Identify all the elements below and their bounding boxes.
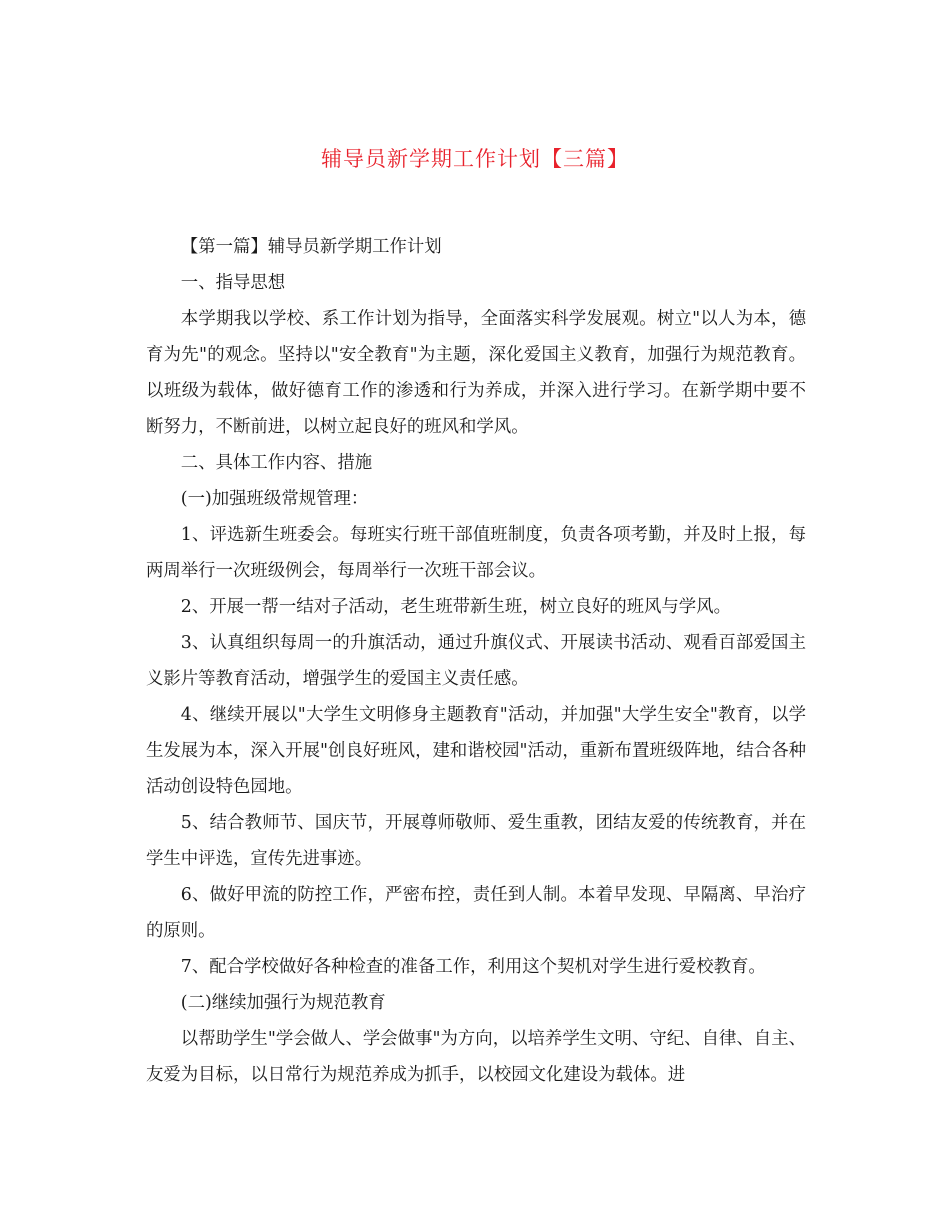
list-item: 1、评选新生班委会。每班实行班干部值班制度，负责各项考勤，并及时上报，每两周举行一次班级例会，每周举行一次班干部会议。 (146, 525, 806, 581)
list-item: 4、继续开展以"大学生文明修身主题教育"活动，并加强"大学生安全"教育，以学生发展为本，深入开展"创良好班风，建和谐校园"活动，重新布置班级阵地，结合各种活动创设特色园地。 (146, 705, 806, 797)
list-item: 5、结合教师节、国庆节，开展尊师敬师、爱生重教，团结友爱的传统教育，并在学生中评选，宣传先进事迹。 (146, 813, 806, 869)
list-item: 7、配合学校做好各种检查的准备工作，利用这个契机对学生进行爱校教育。 (180, 957, 766, 977)
list-item: 2、开展一帮一结对子活动，老生班带新生班，树立良好的班风与学风。 (180, 597, 731, 617)
sub-heading: (一)加强班级常规管理： (180, 489, 369, 509)
sub-heading: (二)继续加强行为规范教育 (180, 993, 386, 1013)
section-heading: 【第一篇】辅导员新学期工作计划 (180, 237, 442, 257)
paragraph: 本学期我以学校、系工作计划为指导，全面落实科学发展观。树立"以人为本，德育为先"的观念。坚持以"安全教育"为主题，深化爱国主义教育，加强行为规范教育。以班级为载体，做好德育工作的渗透和行为养成，并深入进行学习。在新学期中要不断努力，不断前进，以树立起良好的班风和学风。 (146, 309, 806, 437)
sub-heading: 一、指导思想 (180, 273, 286, 293)
sub-heading: 二、具体工作内容、措施 (180, 453, 373, 473)
paragraph: 以帮助学生"学会做人、学会做事"为方向，以培养学生文明、守纪、自律、自主、友爱为目标，以日常行为规范养成为抓手，以校园文化建设为载体。进 (146, 1029, 806, 1085)
document-title: 辅导员新学期工作计划【三篇】 (321, 147, 629, 171)
list-item: 3、认真组织每周一的升旗活动，通过升旗仪式、开展读书活动、观看百部爱国主义影片等教育活动，增强学生的爱国主义责任感。 (146, 633, 806, 689)
list-item: 6、做好甲流的防控工作，严密布控，责任到人制。本着早发现、早隔离、早治疗的原则。 (146, 885, 806, 941)
document-body (146, 229, 806, 1093)
